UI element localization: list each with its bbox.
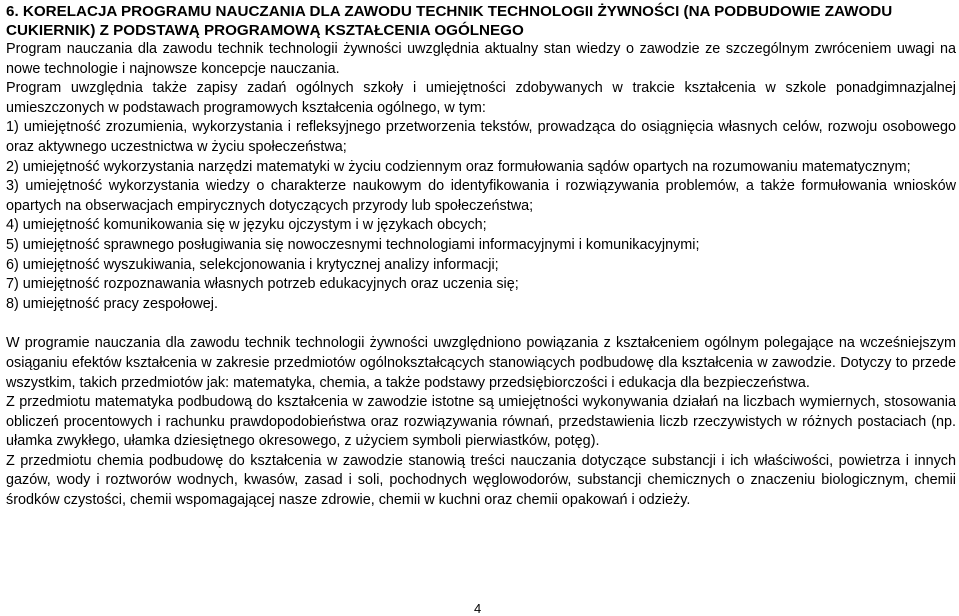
connection-paragraph: W programie nauczania dla zawodu technik technologii żywności uwzględniono powiązania z kształceniem ogólnym polegające na wcześniejszym osiąganiu efektów kształcenia w zakresie przedmiotów ogólnokształcących stanowiących podbudowę dla kształcenia w zawodzie. Dotyczy to przede wszystkim, takich przedmiotów jak: matematyka, chemia, a także podstawy przedsiębiorczości i edukacja dla bezpieczeństwa. (6, 335, 956, 391)
chemistry-paragraph: Z przedmiotu chemia podbudowę do kształcenia w zawodzie stanowią treści nauczania dotyczące substancji i ich właściwości, powietrza i innych gazów, wody i roztworów wodnych, kwasów, zasad i soli, pochodnych węglowodorów, substancji chemicznych o znaczeniu biologicznym, chemii środków czystości, chemii wspomagającej nasze zdrowie, chemii w kuchni oraz chemii opakowań i odzieży. (6, 452, 956, 509)
list-item: 8) umiejętność pracy zespołowej. (6, 295, 218, 312)
document-page (6, 2, 956, 511)
list-item: 1) umiejętność zrozumienia, wykorzystania i refleksyjnego przetworzenia tekstów, prowadząca do osiągnięcia własnych celów, rozwoju osobowego oraz aktywnego uczestnictwa w życiu społeczeństwa; (6, 119, 956, 155)
list-item: 7) umiejętność rozpoznawania własnych potrzeb edukacyjnych oraz uczenia się; (6, 276, 519, 293)
page-number: 4 (474, 601, 482, 616)
list-item: 2) umiejętność wykorzystania narzędzi matematyki w życiu codziennym oraz formułowania sądów opartych na rozumowaniu matematycznym; (6, 158, 911, 175)
list-item: 3) umiejętność wykorzystania wiedzy o charakterze naukowym do identyfikowania i rozwiązywania problemów, a także formułowania wniosków opartych na obserwacjach empirycznych dotyczących przyrody lub społeczeństwa; (6, 178, 956, 214)
list-item: 4) umiejętność komunikowania się w języku ojczystym i w językach obcych; (6, 217, 487, 234)
section-heading: 6. KORELACJA PROGRAMU NAUCZANIA DLA ZAWODU TECHNIK TECHNOLOGII ŻYWNOŚCI (NA PODBUDOWIE ZAWODU CUKIERNIK) Z PODSTAWĄ PROGRAMOWĄ KSZTAŁCENIA OGÓLNEGO (6, 3, 893, 39)
paragraph-spacer (6, 314, 956, 334)
skills-intro-paragraph: Program uwzględnia także zapisy zadań ogólnych szkoły i umiejętności zdobywanych w trakcie kształcenia w szkole ponadgimnazjalnej umieszczonych w podstawach programowych kształcenia ogólnego, w tym: (6, 80, 956, 116)
intro-paragraph: Program nauczania dla zawodu technik technologii żywności uwzględnia aktualny stan wiedzy o zawodzie ze szczególnym zwróceniem uwagi na nowe technologie i najnowsze koncepcje nauczania. (6, 41, 956, 77)
list-item: 5) umiejętność sprawnego posługiwania się nowoczesnymi technologiami informacyjnymi i komunikacyjnymi; (6, 236, 700, 253)
list-item: 6) umiejętność wyszukiwania, selekcjonowania i krytycznej analizy informacji; (6, 256, 499, 273)
skills-list (6, 118, 956, 314)
math-paragraph: Z przedmiotu matematyka podbudową do kształcenia w zawodzie istotne są umiejętności wykonywania działań na liczbach wymiernych, stosowania obliczeń procentowych i rachunku prawdopodobieństwa oraz rozwiązywania równań, przedstawienia liczb rzeczywistych w różnych postaciach (np. ułamka zwykłego, ułamka dziesiętnego okresowego, z użyciem symboli pierwiastków, potęg). (6, 394, 956, 450)
